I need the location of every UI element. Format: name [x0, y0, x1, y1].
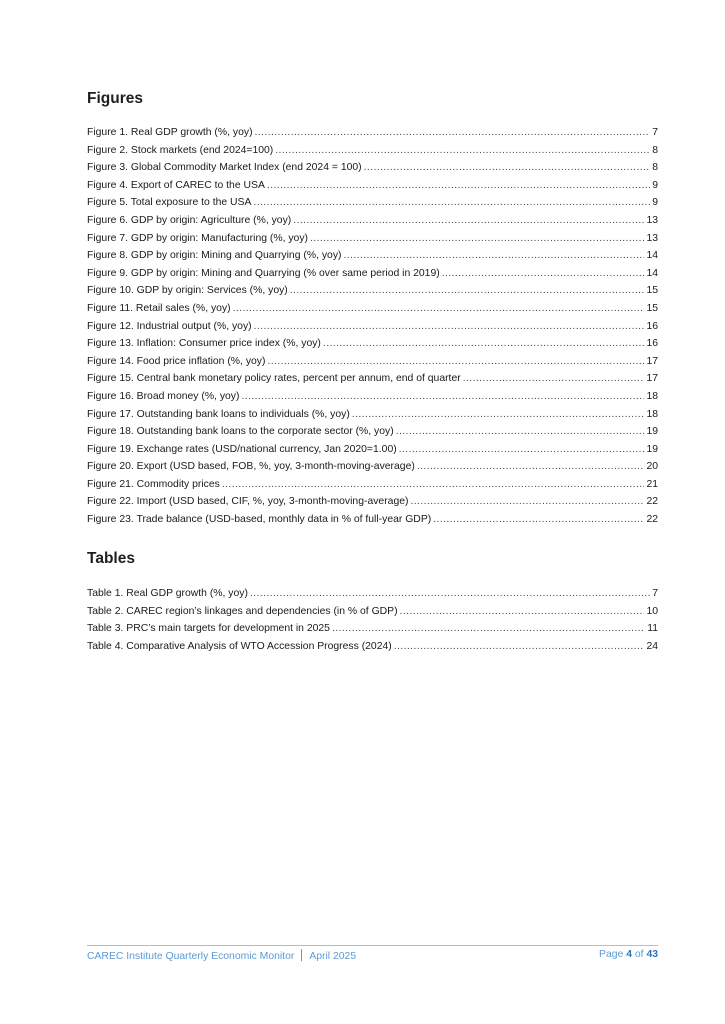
figure-entry-label: Figure 4. Export of CAREC to the USA: [87, 179, 265, 191]
dot-leader: [364, 159, 651, 177]
page-prefix: Page: [599, 949, 624, 960]
figure-entry[interactable]: [87, 511, 658, 529]
dot-leader: [310, 230, 644, 248]
figure-entry-page: 15: [646, 302, 658, 314]
figure-entry[interactable]: [87, 265, 658, 283]
figure-entry-page: 22: [646, 514, 658, 526]
table-entry-label: Table 1. Real GDP growth (%, yoy): [87, 588, 248, 599]
tables-heading: Tables: [87, 550, 135, 567]
dot-leader: [233, 300, 645, 318]
figure-entry-label: Figure 10. GDP by origin: Services (%, yoy): [87, 285, 288, 297]
table-entry[interactable]: [87, 585, 658, 603]
table-entry[interactable]: [87, 638, 658, 656]
dot-leader: [442, 265, 645, 283]
table-entry-page: 7: [652, 588, 658, 599]
figure-entry[interactable]: [87, 212, 658, 230]
figure-entry[interactable]: [87, 230, 658, 248]
figure-entry-page: 22: [646, 496, 658, 508]
figure-entry-page: 9: [652, 179, 658, 191]
figure-entry[interactable]: [87, 177, 658, 195]
dot-leader: [410, 493, 644, 511]
figure-entry[interactable]: [87, 406, 658, 424]
dot-leader: [255, 124, 651, 142]
table-entry[interactable]: [87, 620, 658, 638]
figure-entry-page: 15: [646, 285, 658, 297]
footer-divider: [87, 945, 658, 946]
figure-entry-page: 8: [652, 162, 658, 174]
figure-entry-label: Figure 16. Broad money (%, yoy): [87, 390, 240, 402]
figure-entry[interactable]: [87, 353, 658, 371]
table-entry-page: 11: [647, 623, 658, 635]
dot-leader: [267, 353, 644, 371]
figure-entry-label: Figure 5. Total exposure to the USA: [87, 197, 252, 209]
figure-entry-label: Figure 11. Retail sales (%, yoy): [87, 302, 231, 314]
figure-entry-label: Figure 8. GDP by origin: Mining and Quarrying (%, yoy): [87, 250, 342, 262]
figure-entry-page: 8: [652, 144, 658, 156]
figure-entry-label: Figure 18. Outstanding bank loans to the corporate sector (%, yoy): [87, 426, 394, 438]
dot-leader: [332, 620, 645, 638]
dot-leader: [352, 406, 645, 424]
figure-entry-label: Figure 20. Export (USD based, FOB, %, yoy, 3-month-moving-average): [87, 461, 415, 473]
figure-entry[interactable]: [87, 194, 658, 212]
figure-entry-page: 17: [646, 355, 658, 367]
dot-leader: [250, 585, 650, 603]
tables-list: [87, 585, 658, 655]
figure-entry-page: 7: [652, 127, 658, 138]
table-entry-label: Table 4. Comparative Analysis of WTO Accession Progress (2024): [87, 640, 392, 652]
figure-entry-page: 18: [646, 390, 658, 402]
figure-entry-page: 18: [646, 408, 658, 420]
figure-entry-label: Figure 2. Stock markets (end 2024=100): [87, 144, 274, 156]
figure-entry-label: Figure 6. GDP by origin: Agriculture (%, yoy): [87, 214, 292, 226]
figure-entry-label: Figure 15. Central bank monetary policy rates, percent per annum, end of quarter: [87, 373, 461, 385]
figure-entry[interactable]: [87, 142, 658, 160]
figure-entry-label: Figure 7. GDP by origin: Manufacturing (%, yoy): [87, 232, 308, 244]
figure-entry-page: 16: [646, 338, 658, 350]
table-entry[interactable]: [87, 603, 658, 621]
figure-entry[interactable]: [87, 493, 658, 511]
page-current: 4: [626, 949, 632, 960]
footer-separator: [301, 949, 302, 961]
table-entry-label: Table 3. PRC’s main targets for development in 2025: [87, 623, 330, 635]
dot-leader: [417, 458, 645, 476]
figure-entry-label: Figure 17. Outstanding bank loans to individuals (%, yoy): [87, 408, 350, 420]
figure-entry-page: 14: [646, 267, 658, 279]
figure-entry-label: Figure 3. Global Commodity Market Index (end 2024 = 100): [87, 162, 362, 174]
dot-leader: [241, 388, 644, 406]
dot-leader: [399, 441, 645, 459]
figure-entry-label: Figure 14. Food price inflation (%, yoy): [87, 355, 266, 367]
figure-entry[interactable]: [87, 300, 658, 318]
dot-leader: [463, 370, 645, 388]
dot-leader: [254, 318, 645, 336]
figure-entry[interactable]: [87, 423, 658, 441]
dot-leader: [433, 511, 644, 529]
figure-entry[interactable]: [87, 335, 658, 353]
figure-entry-page: 13: [646, 232, 658, 244]
figure-entry-label: Figure 19. Exchange rates (USD/national currency, Jan 2020=1.00): [87, 443, 397, 455]
dot-leader: [400, 603, 645, 621]
figures-heading: Figures: [87, 90, 143, 107]
footer-page-number: [599, 949, 658, 962]
figure-entry[interactable]: [87, 318, 658, 336]
dot-leader: [394, 638, 645, 656]
figure-entry-label: Figure 9. GDP by origin: Mining and Quarrying (% over same period in 2019): [87, 267, 440, 279]
footer-title: CAREC Institute Quarterly Economic Monitor: [87, 951, 295, 962]
figure-entry[interactable]: [87, 441, 658, 459]
page-of: of: [634, 949, 644, 960]
footer-date: April 2025: [309, 951, 357, 962]
figure-entry-page: 20: [646, 461, 658, 473]
figure-entry[interactable]: [87, 476, 658, 494]
figures-list: [87, 124, 658, 529]
figure-entry-label: Figure 23. Trade balance (USD-based, monthly data in % of full-year GDP): [87, 514, 432, 526]
figure-entry-label: Figure 1. Real GDP growth (%, yoy): [87, 127, 253, 138]
dot-leader: [343, 247, 644, 265]
figure-entry-page: 13: [646, 214, 658, 226]
figure-entry[interactable]: [87, 282, 658, 300]
figure-entry[interactable]: [87, 458, 658, 476]
dot-leader: [293, 212, 644, 230]
figure-entry-label: Figure 22. Import (USD based, CIF, %, yoy, 3-month-moving-average): [87, 496, 409, 508]
figure-entry[interactable]: [87, 388, 658, 406]
figure-entry-page: 19: [646, 426, 658, 438]
figure-entry-page: 19: [646, 443, 658, 455]
figure-entry-label: Figure 21. Commodity prices: [87, 478, 220, 490]
dot-leader: [290, 282, 645, 300]
figure-entry-page: 17: [646, 373, 658, 385]
figure-entry[interactable]: [87, 370, 658, 388]
dot-leader: [253, 194, 650, 212]
figure-entry-page: 16: [646, 320, 658, 332]
figure-entry-page: 14: [646, 250, 658, 262]
footer-left: [87, 949, 356, 962]
dot-leader: [267, 177, 650, 195]
dot-leader: [222, 476, 645, 494]
page-footer: [87, 949, 658, 962]
figure-entry[interactable]: [87, 247, 658, 265]
table-entry-label: Table 2. CAREC region’s linkages and dependencies (in % of GDP): [87, 605, 398, 617]
figure-entry[interactable]: [87, 124, 658, 142]
dot-leader: [396, 423, 645, 441]
dot-leader: [323, 335, 645, 353]
figure-entry[interactable]: [87, 159, 658, 177]
figure-entry-label: Figure 13. Inflation: Consumer price index (%, yoy): [87, 338, 321, 350]
figure-entry-page: 21: [646, 478, 658, 490]
figure-entry-label: Figure 12. Industrial output (%, yoy): [87, 320, 252, 332]
page-total: 43: [646, 949, 658, 960]
table-entry-page: 24: [646, 640, 658, 652]
figure-entry-page: 9: [652, 197, 658, 209]
table-entry-page: 10: [646, 605, 658, 617]
dot-leader: [275, 142, 650, 160]
